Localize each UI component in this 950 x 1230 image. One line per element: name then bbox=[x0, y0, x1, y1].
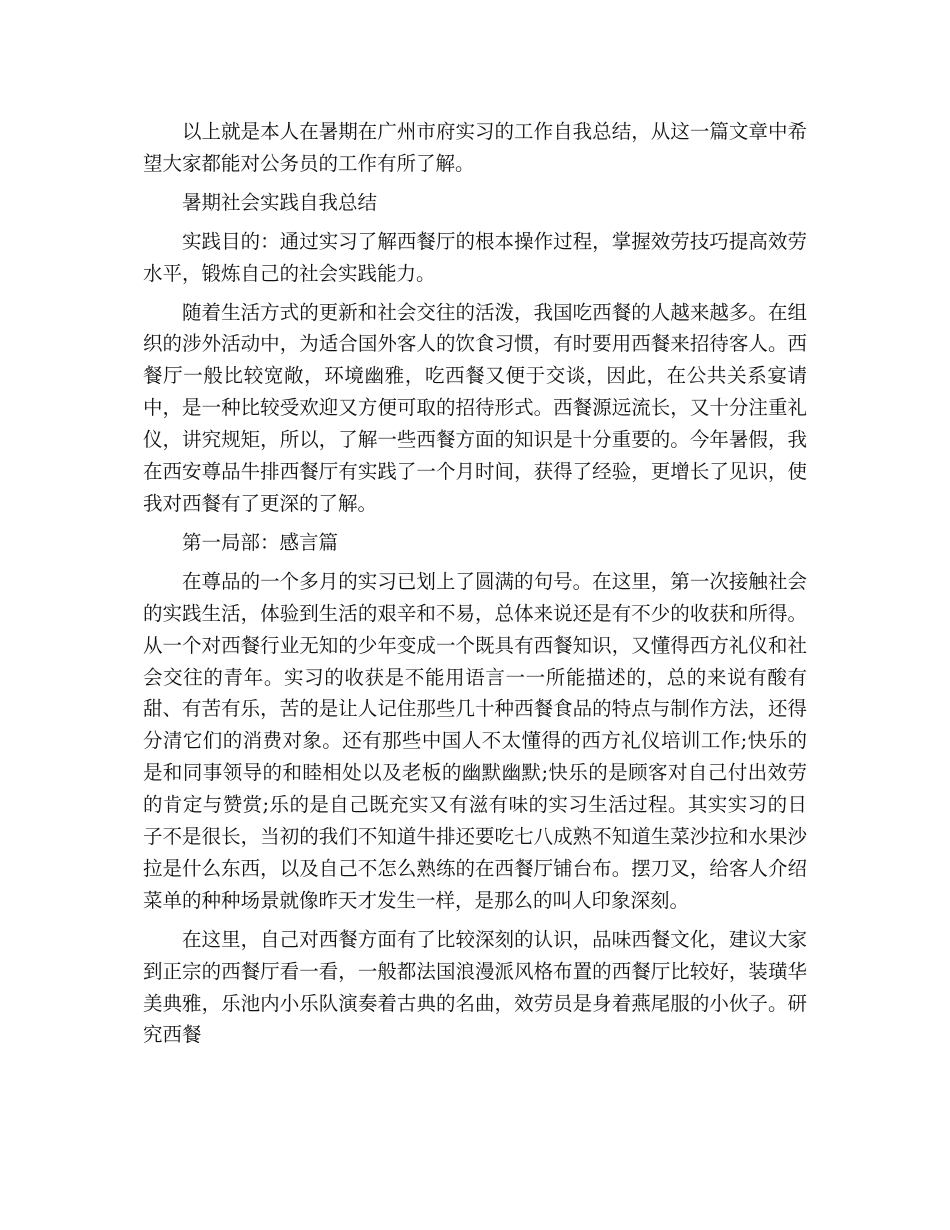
paragraph-western-dining: 在这里，自己对西餐方面有了比较深刻的认识，品味西餐文化，建议大家到正宗的西餐厅看一看，一般都法国浪漫派风格布置的西餐厅比较好，装璜华美典雅，乐池内小乐队演奏着古典的名曲，效劳员是身着燕尾服的小伙子。研究西餐 bbox=[143, 927, 807, 1047]
paragraph-reflection: 在尊品的一个多月的实习已划上了圆满的句号。在这里，第一次接触社会的实践生活，体验到生活的艰辛和不易，总体来说还是有不少的收获和所得。从一个对西餐行业无知的少年变成一个既具有西餐知识，又懂得西方礼仪和社会交往的青年。实习的收获是不能用语言一一所能描述的，总的来说有酸有甜、有苦有乐，苦的是让人记住那些几十种西餐食品的特点与制作方法，还得分清它们的消费对象。还有那些中国人不太懂得的西方礼仪培训工作;快乐的是和同事领导的和睦相处以及老板的幽默幽默;快乐的是顾客对自己付出效劳的肯定与赞赏;乐的是自己既充实又有滋有味的实习生活过程。其实实习的日子不是很长，当初的我们不知道牛排还要吃七八成熟不知道生菜沙拉和水果沙拉是什么东西，以及自己不怎么熟练的在西餐厅铺台布。摆刀叉，给客人介绍菜单的种种场景就像昨天才发生一样，是那么的叫人印象深刻。 bbox=[143, 569, 807, 912]
section-title: 暑期社会实践自我总结 bbox=[182, 190, 378, 214]
document-body bbox=[143, 116, 807, 1058]
part-heading: 第一局部：感言篇 bbox=[182, 530, 339, 554]
paragraph-summary-conclusion: 以上就是本人在暑期在广州市府实习的工作自我总结，从这一篇文章中希望大家都能对公务员的工作有所了解。 bbox=[143, 120, 807, 175]
paragraph-purpose: 实践目的：通过实习了解西餐厅的根本操作过程，掌握效劳技巧提高效劳水平，锻炼自己的社会实践能力。 bbox=[143, 229, 807, 285]
paragraph-background: 随着生活方式的更新和社会交往的活泼，我国吃西餐的人越来越多。在组织的涉外活动中，为适合国外客人的饮食习惯，有时要用西餐来招待客人。西餐厅一般比较宽敞，环境幽雅，吃西餐又便于交谈，因此，在公共关系宴请中，是一种比较受欢迎又方便可取的招待形式。西餐源远流长，又十分注重礼仪，讲究规矩，所以，了解一些西餐方面的知识是十分重要的。今年暑假，我在西安尊品牛排西餐厅有实践了一个月时间，获得了经验，更增长了见识，使我对西餐有了更深的了解。 bbox=[143, 300, 807, 515]
